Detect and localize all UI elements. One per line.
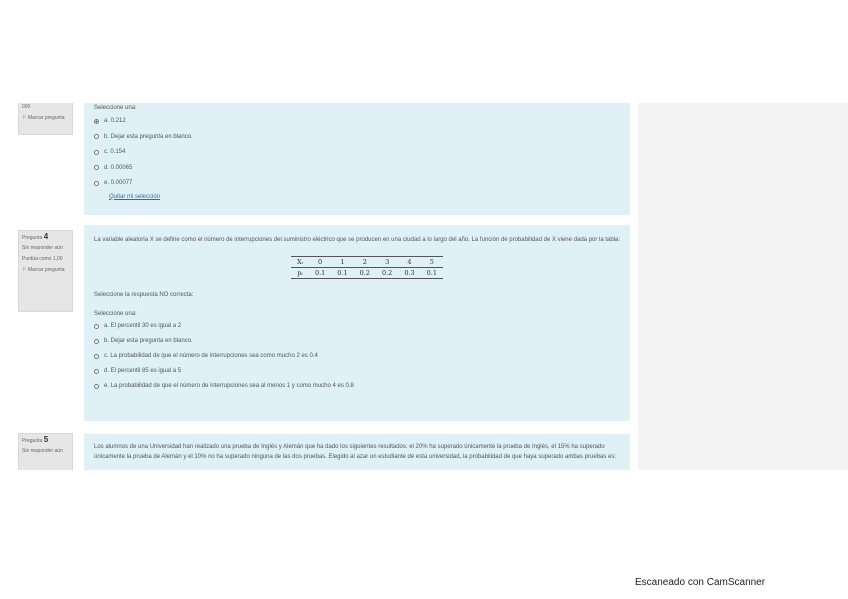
option-e[interactable]: e. La probabilidad de que el número de interrupciones sea al menos 1 y como mucho 4 es 0.8: [94, 381, 620, 391]
table-cell: 2: [354, 257, 376, 268]
radio[interactable]: [94, 339, 99, 344]
probability-table: [291, 256, 443, 279]
question-status: Sin responder aún: [22, 245, 63, 251]
table-row-x: [291, 257, 443, 268]
question-label: Pregunta: [22, 235, 43, 241]
option-d[interactable]: d. 0.00065: [94, 163, 620, 173]
radio[interactable]: [94, 354, 99, 359]
option-b[interactable]: b. Dejar esta pregunta en blanco.: [94, 132, 620, 142]
right-sidebar: [638, 103, 848, 470]
table-row-p: [291, 268, 443, 279]
probability-table-wrap: [291, 256, 620, 279]
question-info-5: [18, 433, 73, 470]
scanner-watermark: Escaneado con CamScanner: [635, 577, 766, 588]
instruction-text: Seleccione la respuesta NO correcta:: [94, 292, 194, 298]
flag-question-4[interactable]: ⚐ Marcar pregunta: [22, 267, 65, 273]
table-cell: 0.1: [331, 268, 353, 279]
table-cell: 5: [421, 257, 443, 268]
option-a[interactable]: a. 0.212: [94, 116, 620, 126]
question-box-5: [84, 434, 630, 470]
radio[interactable]: [94, 181, 99, 186]
radio[interactable]: [94, 165, 99, 170]
table-cell: 1: [331, 257, 353, 268]
radio[interactable]: [94, 150, 99, 155]
select-one-label: Seleccione una:: [94, 105, 137, 111]
table-cell: 0.1: [421, 268, 443, 279]
question-points: Puntúa como 1,00: [22, 256, 63, 262]
option-e[interactable]: e. 0.00077: [94, 178, 620, 188]
option-c[interactable]: c. La probabilidad de que el número de interrupciones sea como mucho 2 es 0.4: [94, 351, 620, 361]
table-cell: 3: [376, 257, 398, 268]
question-status: Sin responder aún: [22, 448, 63, 454]
table-cell: 0.3: [398, 268, 420, 279]
question-label: Pregunta: [22, 438, 43, 444]
select-one-label: Seleccione una:: [94, 311, 137, 317]
radio[interactable]: [94, 324, 99, 329]
quiz-screenshot: [18, 103, 848, 470]
table-header-x: Xᵢ: [291, 257, 309, 268]
table-cell: 0.2: [354, 268, 376, 279]
option-b[interactable]: b. Dejar esta pregunta en blanco.: [94, 336, 620, 346]
question-number: 4: [43, 232, 49, 241]
radio-checked[interactable]: [94, 119, 99, 124]
question-box-4: [84, 225, 630, 421]
flag-question-3[interactable]: ⚐ Marcar pregunta: [22, 115, 65, 121]
question-info-partial: 000: [22, 104, 31, 110]
radio[interactable]: [94, 384, 99, 389]
question-box-3: [84, 103, 630, 215]
table-cell: 0: [309, 257, 331, 268]
flag-icon: ⚐: [22, 115, 28, 121]
question-info-4: [18, 230, 73, 312]
table-header-p: pᵢ: [291, 268, 309, 279]
table-cell: 4: [398, 257, 420, 268]
option-c[interactable]: c. 0.154: [94, 147, 620, 157]
radio[interactable]: [94, 134, 99, 139]
table-cell: 0.1: [309, 268, 331, 279]
question-text: La variable aleatoria X se define como el número de interrupciones del suministro eléctrico que se producen en una ciudad a lo largo del año. La función de probabilidad de X viene dada por la tabla:: [94, 237, 621, 243]
question-text: Los alumnos de una Universidad han realizado una prueba de Inglés y Alemán que ha dado los siguientes resultados: el 20% ha superado únicamente la prueba de Inglés, el 15% ha superado únicamente la prueba de Alemán y el 10% no ha superado ninguna de las dos pruebas. Elegido al azar un estudiante de esta universidad, la probabilidad de que haya superado ambas pruebas es:: [94, 444, 617, 460]
table-cell: 0.2: [376, 268, 398, 279]
flag-icon: ⚐: [22, 267, 28, 273]
option-d[interactable]: d. El percentil 85 es igual a 5: [94, 366, 620, 376]
question-info-3: [18, 103, 73, 135]
clear-selection-link[interactable]: Quitar mi selección: [109, 193, 161, 200]
option-a[interactable]: a. El percentil 30 es igual a 2: [94, 321, 620, 331]
question-number: 5: [43, 435, 49, 444]
radio[interactable]: [94, 369, 99, 374]
